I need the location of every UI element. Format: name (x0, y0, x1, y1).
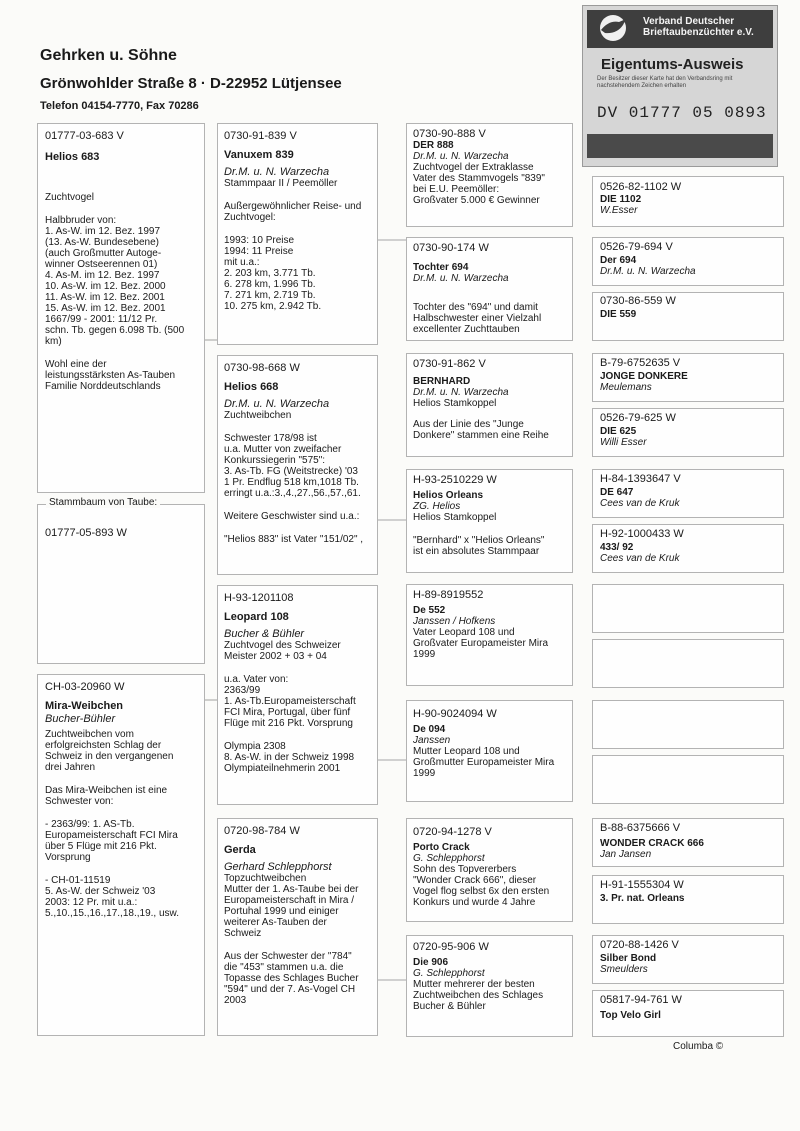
mf-text-2: u.a. Vater von: 2363/99 1. As-Tb.Europameisterschaft FCI Mira, Portugal, über fünf Flüge mit 216 Pkt. Vorsprung (224, 674, 356, 729)
mother-breeder: Bucher-Bühler (45, 713, 116, 725)
g3-text: Tochter des "694" und damit Halbschwester einer Vielzahl excellenter Zuchttauben (413, 302, 542, 335)
g4-name: 433/ 92 (600, 542, 634, 553)
g3-text: Mutter mehrerer der besten Zuchtweibchen des Schlages Bucher & Bühler (413, 979, 544, 1012)
g4-name: DIE 559 (600, 309, 637, 320)
mm-breeder: Gerhard Schlepphorst (224, 861, 332, 873)
ff-text-1: Stammpaar II / Peemöller (224, 178, 338, 189)
subject-ring: 01777-05-893 W (45, 527, 127, 539)
g4-ring: 0720-88-1426 V (600, 939, 679, 951)
g3-name: Die 906 (413, 957, 449, 968)
g4-breeder: W.Esser (600, 205, 638, 216)
g4-card-empty (592, 755, 784, 804)
g4-breeder: Cees van de Kruk (600, 553, 680, 564)
g3-details-3 (413, 475, 571, 557)
mother-name: Mira-Weibchen (45, 700, 124, 712)
mother-ring: CH-03-20960 W (45, 681, 125, 693)
father-text-1: Zuchtvogel (45, 192, 94, 203)
g3-name: De 094 (413, 724, 446, 735)
ff-text-3: 1993: 10 Preise 1994: 11 Preise mit u.a.: 2. 203 km, 3.771 Tb. 6. 278 km, 1.996 Tb. 7. 271 km, 2.719 Tb. 10. 275 km, 2.942 Tb. (224, 235, 322, 312)
mf-ring: H-93-1201108 (224, 592, 294, 604)
fm-text-3: Weitere Geschwister sind u.a.: (224, 511, 360, 522)
g3-name: Tochter 694 (413, 262, 469, 273)
g3-ring: 0720-95-906 W (413, 941, 489, 953)
ff-ring: 0730-91-839 V (224, 130, 297, 142)
g3-breeder: Janssen / Hofkens (413, 616, 496, 627)
g4-breeder: Willi Esser (600, 437, 647, 448)
g4-ring: H-84-1393647 V (600, 473, 681, 485)
breeder-phone: Telefon 04154-7770, Fax 70286 (40, 100, 199, 112)
g3-text: Helios Stamkoppel (413, 512, 497, 523)
father-details (45, 131, 200, 392)
stamp-fine-print: Der Besitzer dieser Karte hat den Verbandsring mit nachstehendem Zeichen erhalten (597, 76, 733, 89)
g3-ring: H-89-8919552 (413, 589, 484, 601)
g3-ring: H-90-9024094 W (413, 708, 497, 720)
g3-breeder: Dr.M. u. N. Warzecha (413, 387, 509, 398)
mf-text-1: Zuchtvogel des Schweizer Meister 2002 + 03 + 04 (224, 640, 341, 662)
g4-name: WONDER CRACK 666 (600, 838, 704, 849)
g3-ring: H-93-2510229 W (413, 474, 497, 486)
g3-name: Helios Orleans (413, 490, 484, 501)
g3-breeder: Dr.M. u. N. Warzecha (413, 151, 509, 162)
g3-name: Porto Crack (413, 842, 470, 853)
g4-name: DE 647 (600, 487, 634, 498)
mother-text-4: - CH-01-11519 5. As-W. der Schweiz '03 2003: 12 Pr. mit u.a.: 5.,10.,15.,16.,17.,18.,19., usw. (45, 875, 179, 919)
ff-breeder: Dr.M. u. N. Warzecha (224, 166, 330, 178)
g3-breeder: Dr.M. u. N. Warzecha (413, 273, 509, 284)
g3-name: De 552 (413, 605, 446, 616)
g3-ring: 0730-90-174 W (413, 242, 489, 254)
g4-details-3 (600, 358, 688, 393)
g3-text: Helios Stamkoppel (413, 398, 497, 409)
g4-name: Top Velo Girl (600, 1010, 661, 1021)
g3-details-6 (413, 827, 571, 908)
fm-text-2: Schwester 178/98 ist u.a. Mutter von zweifacher Konkurssiegerin "575": 3. As-Tb. FG (Weitstrecke) '03 1 Pr. Endflug 518 km,1018 Tb. erringt u.a.:3.,4.,27.,56.,57.,61. (224, 433, 361, 499)
g4-ring: 0526-79-625 W (600, 412, 676, 424)
g4-ring: H-92-1000433 W (600, 528, 684, 540)
subject-details (45, 528, 127, 539)
g4-ring: 0730-86-559 W (600, 295, 676, 307)
g4-ring: 0526-79-694 V (600, 241, 673, 253)
g4-details-10 (600, 995, 682, 1021)
g4-name: JONGE DONKERE (600, 371, 688, 382)
ff-details (224, 131, 374, 312)
stamp-number: DV 01777 05 0893 (597, 104, 767, 122)
g4-name: DIE 625 (600, 426, 637, 437)
g4-details-6 (600, 529, 684, 564)
footer-credit: Columba © (673, 1041, 724, 1052)
g3-breeder: G. Schlepphorst (413, 968, 485, 979)
g4-breeder: Jan Jansen (600, 849, 652, 860)
ff-text-2: Außergewöhnlicher Reise- und Zuchtvogel: (224, 201, 362, 223)
ff-name: Vanuxem 839 (224, 149, 294, 161)
g3-breeder: G. Schlepphorst (413, 853, 485, 864)
g3-details-2 (413, 359, 571, 441)
g3-ring: 0730-91-862 V (413, 358, 486, 370)
g3-name: BERNHARD (413, 376, 471, 387)
g3-text: Zuchtvogel der Extraklasse Vater des Stammvogels "839" bei E.U. Peemöller: Großvater 5.000 € Gewinner (413, 162, 545, 206)
g3-details-4 (413, 590, 571, 660)
g3-name: DER 888 (413, 140, 454, 151)
g3-text-2: "Bernhard" x "Helios Orleans" ist ein absolutes Stammpaar (413, 535, 545, 557)
g4-name: Silber Bond (600, 953, 657, 964)
mm-name: Gerda (224, 844, 256, 856)
fm-details (224, 363, 374, 545)
mm-details (224, 826, 374, 1006)
g4-name: 3. Pr. nat. Orleans (600, 893, 685, 904)
g4-card-empty (592, 700, 784, 749)
g4-name: DIE 1102 (600, 194, 642, 205)
g3-details-1 (413, 243, 571, 335)
mother-details (45, 682, 200, 919)
g4-ring: 0526-82-1102 W (600, 181, 682, 193)
g4-ring: H-91-1555304 W (600, 879, 684, 891)
stamp-organization: Verband Deutscher Brieftaubenzüchter e.V. (643, 16, 754, 38)
g4-breeder: Dr.M. u. N. Warzecha (600, 266, 696, 277)
fm-text-4: "Helios 883" ist Vater "151/02" , (224, 534, 364, 545)
g4-details-8 (600, 880, 684, 904)
stamp-title: Eigentums-Ausweis (601, 56, 744, 73)
subject-label: Stammbaum von Taube: (46, 497, 160, 508)
mother-text-1: Zuchtweibchen vom erfolgreichsten Schlag der Schweiz in den vergangenen drei Jahren (45, 729, 174, 773)
g3-details-0 (413, 129, 571, 206)
fm-ring: 0730-98-668 W (224, 362, 300, 374)
g4-breeder: Smeulders (600, 964, 648, 975)
father-ring: 01777-03-683 V (45, 130, 124, 142)
father-text-3: Wohl eine der leistungsstärksten As-Tauben Familie Norddeutschlands (45, 359, 176, 392)
g3-text: Sohn des Topvererbers "Wonder Crack 666", dieser Vogel flog selbst 6x den ersten Konkurs und wurde 4 Jahre (413, 864, 550, 908)
mm-ring: 0720-98-784 W (224, 825, 300, 837)
g3-ring: 0720-94-1278 V (413, 826, 492, 838)
g4-details-5 (600, 474, 681, 509)
breeder-name: Gehrken u. Söhne (40, 47, 177, 64)
g3-text: Vater Leopard 108 und Großvater Europameister Mira 1999 (413, 627, 549, 660)
g3-details-7 (413, 942, 571, 1012)
g4-ring: B-88-6375666 V (600, 822, 681, 834)
g3-details-5 (413, 709, 571, 779)
g4-card-empty (592, 584, 784, 633)
g4-details-9 (600, 940, 679, 975)
g4-ring: B-79-6752635 V (600, 357, 681, 369)
g4-breeder: Meulemans (600, 382, 652, 393)
mother-text-3: - 2363/99: 1. AS-Tb. Europameisterschaft FCI Mira über 5 Flüge mit 216 Pkt. Vorsprung (45, 819, 178, 863)
g4-details-1 (600, 242, 696, 277)
fm-name: Helios 668 (224, 381, 279, 393)
mother-text-2: Das Mira-Weibchen ist eine Schwester von: (45, 785, 168, 807)
g4-details-2 (600, 296, 676, 320)
mf-breeder: Bucher & Bühler (224, 628, 305, 640)
g4-card-empty (592, 639, 784, 688)
mf-name: Leopard 108 (224, 611, 289, 623)
g4-details-7 (600, 823, 704, 860)
mf-details (224, 593, 374, 774)
fm-text-1: Zuchtweibchen (224, 410, 292, 421)
father-name: Helios 683 (45, 151, 100, 163)
g3-text-2: Aus der Linie des "Junge Donkere" stammen eine Reihe (413, 419, 549, 441)
breeder-address: Grönwohlder Straße 8 · D-22952 Lütjensee (40, 75, 342, 92)
g4-details-4 (600, 413, 676, 448)
g4-name: Der 694 (600, 255, 637, 266)
g4-breeder: Cees van de Kruk (600, 498, 680, 509)
mm-text-1: Topzuchtweibchen Mutter der 1. As-Taube bei der Europameisterschaft in Mira / Portuhal 1999 und einiger weiterer As-Tauben der Schweiz (224, 873, 359, 939)
g3-ring: 0730-90-888 V (413, 128, 486, 140)
mf-text-3: Olympia 2308 8. As-W. in der Schweiz 1998 Olympiateilnehmerin 2001 (224, 741, 355, 774)
g3-text: Mutter Leopard 108 und Großmutter Europameister Mira 1999 (413, 746, 555, 779)
g3-breeder: Janssen (413, 735, 451, 746)
fm-breeder: Dr.M. u. N. Warzecha (224, 398, 330, 410)
g4-details-0 (600, 182, 681, 216)
father-text-2: Halbbruder von: 1. As-W. im 12. Bez. 1997 (13. As-W. Bundesebene) (auch Großmutter Autoge- winner Ostseerennen 01) 4. As-M. im 12. Bez. 1997 10. As-W. im 12. Bez. 2000 11. As-W. im 12. Bez. 2001 15. As-W. im 12. Bez. 2001 1667/99 - 2001: 11/12 Pr. schn. Tb. gegen 6.098 Tb. (500 km) (45, 215, 185, 347)
g3-breeder: ZG. Helios (413, 501, 461, 512)
g4-ring: 05817-94-761 W (600, 994, 682, 1006)
mm-text-2: Aus der Schwester der "784" die "453" stammen u.a. die Topasse des Schlages Bucher "594" und der 7. As-Vogel CH 2003 (224, 951, 359, 1006)
